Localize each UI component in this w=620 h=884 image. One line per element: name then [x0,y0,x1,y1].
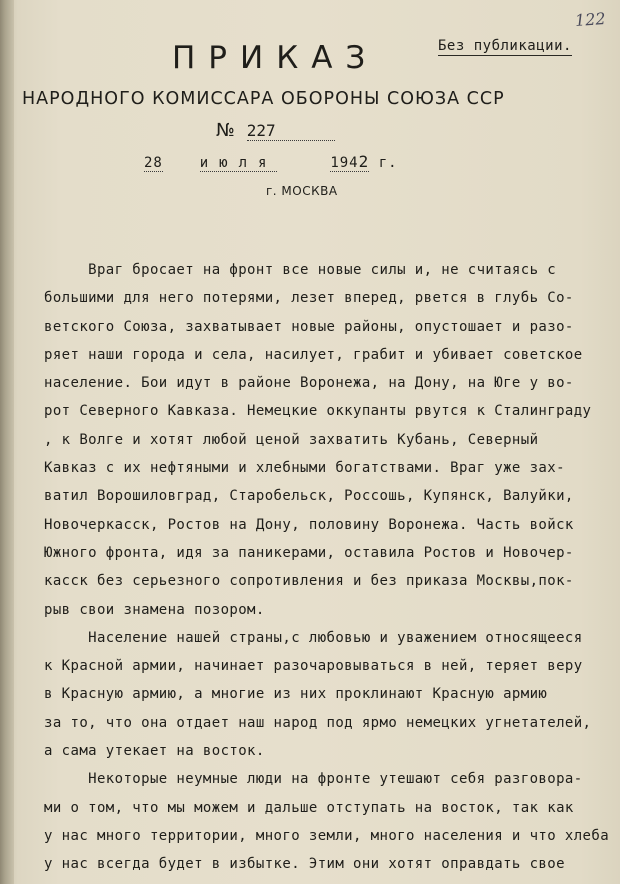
document-title: ПРИКАЗ [172,40,379,76]
body-line: Враг бросает на фронт все новые силы и, не считаясь с [44,262,557,278]
body-line: к Красной армии, начинает разочаровываться в ней, теряет веру [44,658,583,675]
body-line: большими для него потерями, лезет вперед, рвется в глубь Со- [44,290,574,307]
publication-note-text: Без публикации. [438,38,572,54]
body-line: ми о том, что мы можем и дальше отступать на восток, так как [44,799,574,816]
date-suffix: г. [378,155,398,171]
body-line: Некоторые неумные люди на фронте утешают себя разговора- [44,771,583,788]
document-body [44,256,610,879]
order-number [216,120,335,141]
body-line: рот Северного Кавказа. Немецкие оккупанты рвутся к Сталинграду [44,403,592,420]
body-line: ватил Ворошиловград, Старобельск, Россошь, Купянск, Валуйки, [44,488,574,505]
date-month: июля [199,155,278,171]
body-line: ветского Союза, захватывает новые районы, опустошает и разо- [44,318,574,335]
date-year [330,152,369,172]
date-day: 28 [144,155,163,171]
body-line: Кавказ с их нефтяными и хлебными богатствами. Враг уже зах- [44,460,565,477]
body-line: рыв свои знамена позором. [44,601,265,618]
body-line: Новочеркасск, Ростов на Дону, половину Воронежа. Часть войск [44,516,574,533]
body-line: , к Волге и хотят любой ценой захватить Кубань, Северный [44,431,539,448]
document-subtitle: НАРОДНОГО КОМИССАРА ОБОРОНЫ СОЮЗА ССР [22,89,505,109]
body-line: а сама утекает на восток. [44,743,265,760]
order-number-label: № [216,120,235,141]
document-city: г. МОСКВА [266,184,338,198]
body-line: в Красную армию, а многие из них проклинают Красную армию [44,686,548,703]
body-line: у нас всегда будет в избытке. Этим они хотят оправдать свое [44,856,565,873]
body-line: Южного фронта, идя за паникерами, оставила Ростов и Новочер- [44,544,574,561]
body-line: за то, что она отдает наш народ под ярмо немецких угнетателей, [44,714,592,731]
date-year-prefix: 194 [330,155,359,171]
body-line: касск без серьезного сопротивления и без приказа Москвы,пок- [44,573,574,590]
archive-page-number: 122 [574,8,607,31]
publication-note [438,38,572,54]
body-line: у нас много территории, много земли, много населения и что хлеба [44,827,610,844]
body-line: Население нашей страны,с любовью и уважением относящееся [44,629,583,646]
date-year-digit: 2 [358,152,370,171]
order-date [144,152,398,172]
page-binding-edge [0,0,14,884]
body-line: ряет наши города и села, насилует, грабит и убивает советское [44,346,583,363]
order-number-value: 227 [247,121,335,141]
body-line: население. Бои идут в районе Воронежа, на Дону, на Юге у во- [44,375,574,392]
